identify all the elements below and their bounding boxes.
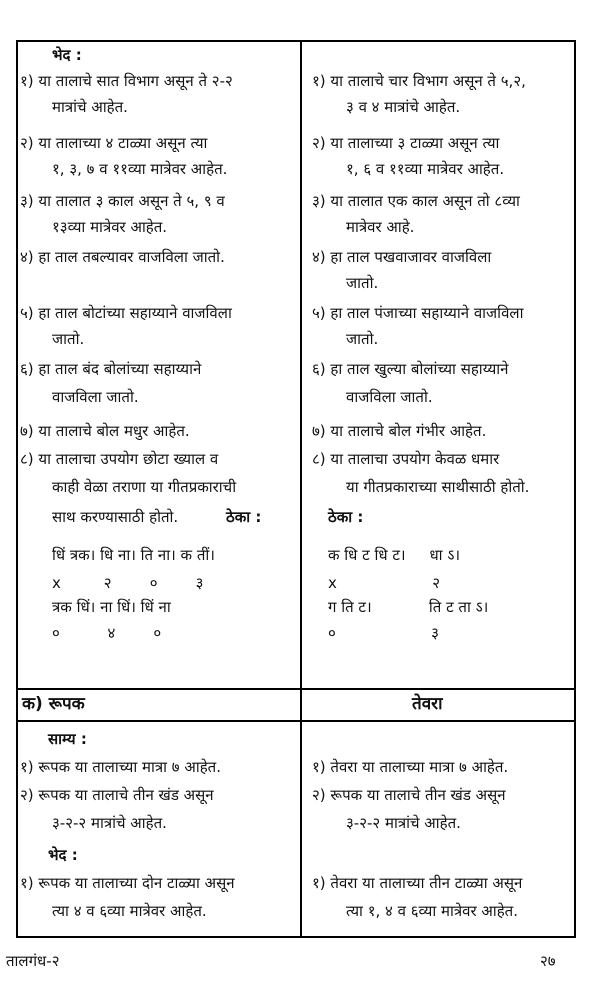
list-item: ७) या तालाचे बोल गंभीर आहेत.: [312, 422, 487, 440]
list-item: १) तेवरा या तालाच्या तीन टाळ्या असून: [312, 874, 523, 892]
notation-row: धिं त्रक। धि ना। ति ना। क तीं।: [52, 546, 215, 564]
list-item: काही वेळा तराणा या गीतप्रकाराची: [52, 478, 237, 496]
list-item: वाजविला जातो.: [52, 388, 139, 406]
list-item: मात्रेवर आहे.: [346, 218, 415, 236]
list-item: साथ करण्यासाठी होतो.: [52, 508, 179, 526]
list-item: ३-२-२ मात्रांचे आहेत.: [346, 814, 461, 832]
section-title-tevra: तेवरा: [412, 694, 443, 714]
section-divider-bottom: [16, 720, 576, 722]
list-item: त्या १, ४ व ६व्या मात्रेवर आहेत.: [346, 902, 518, 920]
list-item: त्या ४ व ६व्या मात्रेवर आहेत.: [52, 902, 207, 920]
list-item: ३) या तालात एक काल असून तो ८व्या: [312, 192, 520, 210]
column-divider: [300, 40, 302, 938]
list-item: १) या तालाचे चार विभाग असून ते ५,२,: [312, 72, 526, 90]
list-item: २) रूपक या तालाचे तीन खंड असून: [20, 786, 214, 804]
list-item: ८) या तालाचा उपयोग छोटा ख्याल व: [20, 450, 219, 468]
list-item: २) रूपक या तालाचे तीन खंड असून: [312, 786, 506, 804]
list-item: मात्रांचे आहेत.: [52, 98, 128, 116]
notation-row: x २: [328, 574, 441, 592]
list-item: वाजविला जातो.: [346, 388, 433, 406]
list-item: जातो.: [52, 330, 85, 348]
list-item: १, ३, ७ व ११व्या मात्रेवर आहेत.: [52, 160, 228, 178]
section-title-rupak: क) रूपक: [22, 694, 85, 714]
list-item: ७) या तालाचे बोल मधुर आहेत.: [20, 422, 190, 440]
notation-row: x २ ० ३: [52, 574, 204, 592]
list-item: १) या तालाचे सात विभाग असून ते २-२: [20, 72, 233, 90]
list-item: या गीतप्रकाराच्या साथीसाठी होतो.: [346, 478, 530, 496]
theka-label: ठेका :: [226, 508, 262, 526]
footer-book-title: तालगंध-२: [6, 952, 60, 970]
bhed-heading-bottom: भेद :: [48, 846, 78, 864]
list-item: ४) हा ताल तबल्यावर वाजविला जातो.: [20, 248, 225, 266]
list-item: ३) या तालात ३ काल असून ते ५, ९ व: [20, 192, 225, 210]
list-item: १) रूपक या तालाच्या दोन टाळ्या असून: [20, 874, 235, 892]
notation-row: ० ४ ०: [52, 624, 162, 642]
theka-label: ठेका :: [328, 508, 364, 526]
notation-row: ० ३: [328, 624, 439, 642]
list-item: ५) हा ताल पंजाच्या सहाय्याने वाजविला: [312, 304, 524, 322]
list-item: २) या तालाच्या ३ टाळ्या असून त्या: [312, 134, 500, 152]
list-item: जातो.: [346, 274, 379, 292]
list-item: ६) हा ताल खुल्या बोलांच्या सहाय्याने: [312, 360, 509, 378]
list-item: जातो.: [346, 330, 379, 348]
notation-row: ग ति ट। ति ट ता ऽ।: [328, 598, 489, 616]
bhed-heading: भेद :: [52, 46, 82, 64]
list-item: ५) हा ताल बोटांच्या सहाय्याने वाजविला: [20, 304, 232, 322]
list-item: १) रूपक या तालाच्या मात्रा ७ आहेत.: [20, 758, 221, 776]
list-item: ४) हा ताल पखवाजावर वाजविला: [312, 248, 492, 266]
section-divider-top: [16, 688, 576, 690]
list-item: ३-२-२ मात्रांचे आहेत.: [52, 814, 167, 832]
samya-heading: साम्य :: [48, 730, 87, 748]
list-item: ६) हा ताल बंद बोलांच्या सहाय्याने: [20, 360, 202, 378]
list-item: १३व्या मात्रेवर आहेत.: [52, 218, 168, 236]
notation-row: त्रक धिं। ना धिं। धिं ना: [52, 598, 171, 616]
list-item: २) या तालाच्या ४ टाळ्या असून त्या: [20, 134, 208, 152]
notation-row: क धि ट धि ट। धा ऽ।: [328, 546, 461, 564]
list-item: ८) या तालाचा उपयोग केवळ धमार: [312, 450, 500, 468]
page-number: २७: [540, 952, 556, 970]
list-item: ३ व ४ मात्रांचे आहेत.: [346, 98, 461, 116]
list-item: १) तेवरा या तालाच्या मात्रा ७ आहेत.: [312, 758, 509, 776]
list-item: १, ६ व ११व्या मात्रेवर आहेत.: [346, 160, 505, 178]
